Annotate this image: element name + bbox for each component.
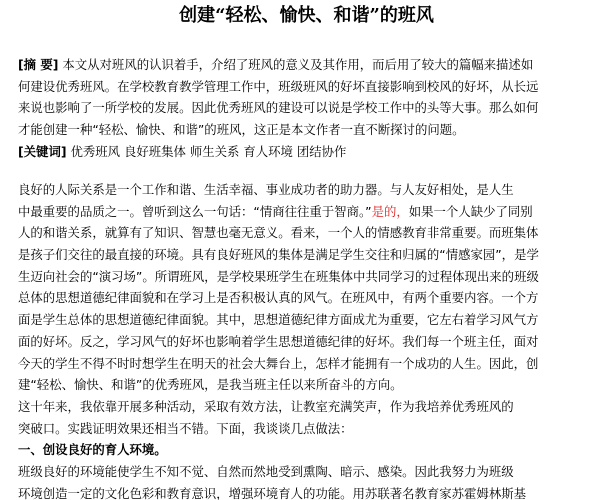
body-line: 今天的学生不得不时时想学生在明天的社会大舞台上，怎样才能拥有一个成功的人生。因此，创 — [18, 355, 539, 371]
abstract-text: 本文从对班风的认识着手，介绍了班风的意义及其作用，而后用了较大的篇幅来描述如 — [58, 57, 534, 72]
highlighted-text: 是的， — [371, 203, 409, 219]
body-line: 生迈向社会的“演习场”。所谓班风，是学校果班学生在班集体中共同学习的过程体现出来的班级 — [18, 268, 539, 284]
document-title: 创建“轻松、愉快、和谐”的班风 — [179, 5, 434, 26]
keywords-text: 优秀班风 良好班集体 师生关系 育人环境 团结协作 — [66, 143, 347, 159]
body-line: 中最重要的品质之一。曾听到这么一句话：“情商往往重于智商。”是的，如果一个人缺少了同别 — [18, 203, 533, 219]
abstract-line: 何建设优秀班风。在学校教育教学管理工作中，班级班风的好坏直接影响到校风的好坏，从长远 — [18, 78, 539, 94]
keywords-line — [18, 141, 610, 163]
body-line: 是孩子们交往的最直接的环境。具有良好班风的集体是满足学生交往和归属的“情感家园”，是学 — [18, 247, 539, 263]
section-heading: 一、创设良好的育人环境。 — [18, 442, 167, 458]
body-line: 人的和谐关系，就算有了知识、智慧也毫无意义。看来，一个人的情感教育非常重要。而班集体 — [18, 225, 539, 241]
body-line: 突破口。实践证明效果还相当不错。下面，我谈谈几点做法： — [18, 420, 353, 436]
abstract-label: [摘 要] — [18, 57, 59, 72]
body-line: 班级良好的环境能使学生不知不觉、自然而然地受到熏陶、暗示、感染。因此我努力为班级 — [18, 463, 514, 479]
body-line: 建“轻松、愉快、和谐”的优秀班风，是我当班主任以来所奋斗的方向。 — [18, 377, 403, 393]
body-line: 面的好坏。反之，学习风气的好坏也影响着学生思想道德纪律的好坏。我们每一个班主任，面对 — [18, 333, 539, 349]
keywords-label: [关键词] — [18, 143, 67, 159]
abstract-section — [18, 54, 610, 162]
body-line: 环境创造一定的文化色彩和教育意识，增强环境育人的功能。用苏联著名教育家苏霍姆林斯基 — [18, 485, 527, 500]
body-line: 良好的人际关系是一个工作和谐、生活幸福、事业成功者的助力器。与人友好相处，是人生 — [18, 182, 514, 197]
body-line: 面是学生总体的思想道德纪律面貌。其中，思想道德纪律方面成尤为重要，它左右着学习风气方 — [18, 312, 539, 328]
body-line: 这十年来，我依靠开展多种活动，采取有效方法，让教室充满笑声，作为我培养优秀班风的 — [18, 398, 514, 414]
abstract-line: 才能创建一种“轻松、愉快、和谐”的班风，这正是本文作者一直不断探讨的问题。 — [18, 122, 465, 138]
body-section — [18, 179, 610, 500]
abstract-line — [18, 54, 610, 76]
abstract-line: 来说也影响了一所学校的发展。因此优秀班风的建设可以说是学校工作中的头等大事。那么如何 — [18, 100, 539, 116]
body-line: 总体的思想道德纪律面貌和在学习上是否积极认真的风气。在班风中，有两个重要内容。一个方 — [18, 290, 539, 306]
